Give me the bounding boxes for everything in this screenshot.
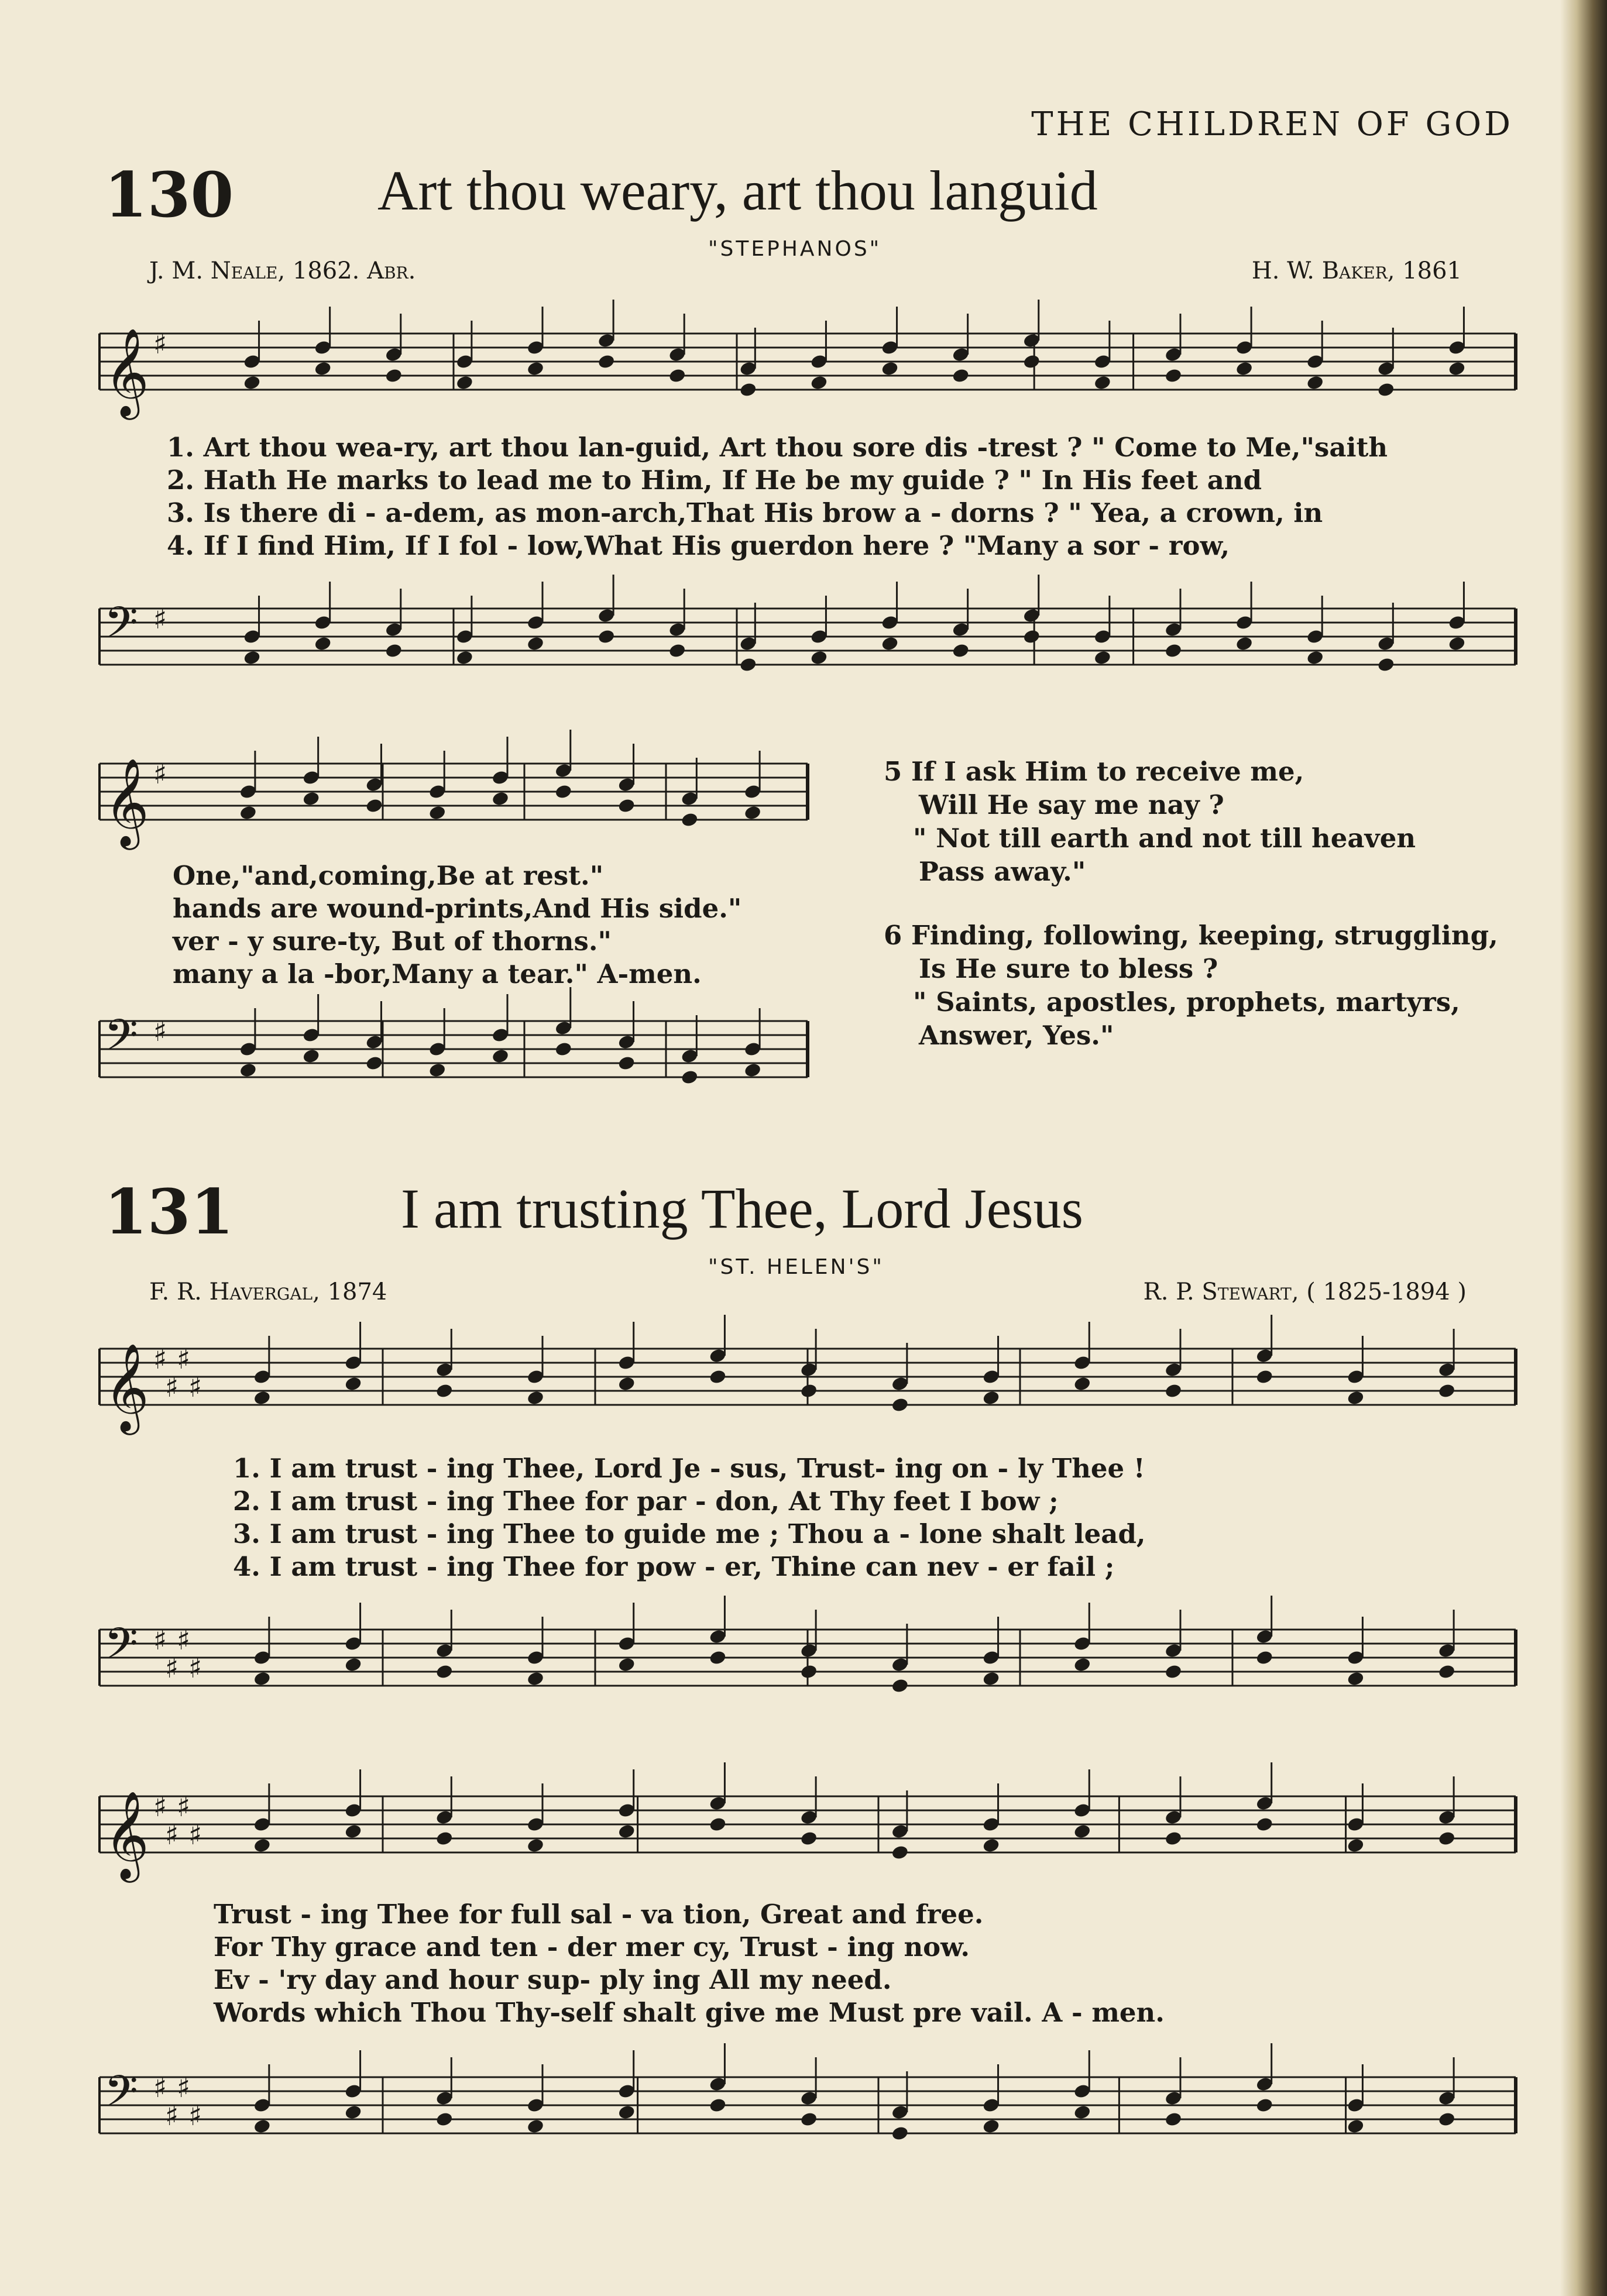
- stanza-6: 6 Finding, following, keeping, struggling, Is He sure to bless ? " Saints, apostles, prophets, martyrs, Answer, Yes.": [884, 920, 1498, 1051]
- note-head: [668, 367, 686, 384]
- verse-line: 2. I am trust - ing Thee for par - don, At Thy feet I bow ;: [233, 1486, 1059, 1517]
- note-head: [1235, 635, 1253, 652]
- hymn-title-131: I am trusting Thee, Lord Jesus: [401, 1177, 1084, 1240]
- note-head: [617, 1376, 636, 1392]
- author-credit-130: J. M. Neale, 1862. Abr.: [149, 257, 416, 284]
- note-head: [1347, 1671, 1365, 1687]
- note-head: [344, 1823, 362, 1840]
- note-head: [739, 381, 757, 398]
- note-head: [526, 1390, 544, 1406]
- note-head: [800, 1383, 818, 1399]
- note-head: [952, 642, 970, 659]
- note-head: [743, 1062, 761, 1078]
- note-head: [1255, 2097, 1273, 2113]
- note-head: [253, 2118, 271, 2135]
- author-credit-131: F. R. Havergal, 1874: [149, 1278, 387, 1305]
- note-head: [239, 1062, 257, 1078]
- note-head: [982, 1390, 1000, 1406]
- sharp-icon: ♯: [165, 1652, 179, 1685]
- section-header: THE CHILDREN OF GOD: [1031, 105, 1513, 143]
- sharp-icon: ♯: [153, 1343, 167, 1376]
- tune-name-130: "STEPHANOS": [708, 237, 882, 261]
- note-head: [526, 635, 544, 652]
- bass-staff-131-system2: [99, 2066, 1516, 2142]
- verse-line: 1. Art thou wea-ry, art thou lan-guid, Art thou sore dis -trest ? " Come to Me,"saith: [167, 432, 1388, 463]
- note-head: [1377, 381, 1395, 398]
- verse-line: Ev - 'ry day and hour sup- ply ing All my need.: [214, 1964, 892, 1995]
- note-head: [314, 635, 332, 652]
- verse-line: One,"and,coming,Be at rest.": [173, 860, 604, 891]
- note-head: [800, 1830, 818, 1847]
- note-head: [365, 1055, 383, 1071]
- note-head: [302, 1048, 320, 1064]
- note-head: [302, 790, 320, 807]
- note-head: [597, 628, 615, 645]
- sharp-icon: ♯: [153, 758, 167, 790]
- stanza-5: 5 If I ask Him to receive me, Will He say me nay ? " Not till earth and not till heaven Pass away.": [884, 756, 1416, 887]
- note-head: [668, 642, 686, 659]
- note-head: [810, 374, 828, 391]
- note-head: [982, 2118, 1000, 2135]
- sharp-icon: ♯: [153, 2071, 167, 2104]
- page-edge-shadow: [1560, 0, 1607, 2296]
- note-head: [491, 790, 509, 807]
- note-head: [881, 360, 899, 377]
- note-head: [617, 1823, 636, 1840]
- verse-line: Words which Thou Thy-self shalt give me Must pre vail. A - men.: [214, 1997, 1165, 2028]
- sharp-icon: ♯: [177, 2071, 191, 2104]
- note-head: [800, 2111, 818, 2127]
- note-head: [617, 1656, 636, 1673]
- hymn-number-131: 131: [104, 1175, 234, 1248]
- note-head: [1073, 2104, 1091, 2120]
- note-head: [617, 2104, 636, 2120]
- note-head: [1438, 1663, 1456, 1680]
- treble-staff-130-system2: [99, 757, 808, 846]
- verse-line: 3. I am trust - ing Thee to guide me ; Thou a - lone shalt lead,: [233, 1518, 1146, 1549]
- verse-line: Trust - ing Thee for full sal - va tion, Great and free.: [214, 1899, 984, 1930]
- tune-name-131: "ST. HELEN'S": [708, 1255, 884, 1279]
- composer-credit-131: R. P. Stewart, ( 1825-1894 ): [1143, 1278, 1467, 1305]
- note-head: [739, 657, 757, 673]
- sharp-icon: ♯: [153, 1624, 167, 1656]
- bass-clef-icon: 𝄢: [104, 1618, 138, 1680]
- note-head: [526, 360, 544, 377]
- note-head: [1448, 635, 1466, 652]
- note-head: [1164, 642, 1182, 659]
- sharp-icon: ♯: [188, 1819, 202, 1851]
- note-head: [243, 374, 261, 391]
- note-head: [1347, 2118, 1365, 2135]
- treble-staff-130-system1: [99, 327, 1516, 416]
- note-head: [709, 1369, 727, 1385]
- note-head: [491, 1048, 509, 1064]
- note-head: [891, 1844, 909, 1861]
- verse-line: 1. I am trust - ing Thee, Lord Je - sus, Trust- ing on - ly Thee !: [233, 1453, 1145, 1484]
- hymn-number-130: 130: [104, 158, 234, 231]
- note-head: [435, 1663, 454, 1680]
- note-head: [344, 1376, 362, 1392]
- note-head: [1164, 1383, 1182, 1399]
- note-head: [384, 642, 403, 659]
- note-head: [1347, 1390, 1365, 1406]
- note-head: [455, 374, 473, 391]
- note-head: [881, 635, 899, 652]
- note-head: [1306, 374, 1324, 391]
- note-head: [617, 1055, 636, 1071]
- note-head: [428, 805, 447, 821]
- note-head: [681, 812, 699, 828]
- note-head: [526, 2118, 544, 2135]
- note-head: [952, 367, 970, 384]
- note-head: [1235, 360, 1253, 377]
- treble-staff-131-system1: [99, 1342, 1516, 1431]
- note-head: [384, 367, 403, 384]
- bass-clef-icon: 𝄢: [104, 597, 138, 659]
- note-head: [365, 798, 383, 814]
- sharp-icon: ♯: [188, 1652, 202, 1685]
- note-head: [435, 1383, 454, 1399]
- note-head: [1438, 1383, 1456, 1399]
- treble-clef-icon: 𝄞: [104, 1790, 149, 1879]
- verse-line: For Thy grace and ten - der mer cy, Trust - ing now.: [214, 1931, 970, 1962]
- bass-staff-131-system1: [99, 1618, 1516, 1694]
- note-head: [1093, 374, 1111, 391]
- sharp-icon: ♯: [153, 1015, 167, 1048]
- note-head: [526, 1671, 544, 1687]
- treble-clef-icon: 𝄞: [104, 1342, 149, 1431]
- note-head: [681, 1069, 699, 1085]
- note-head: [1438, 2111, 1456, 2127]
- note-head: [1093, 649, 1111, 666]
- note-head: [982, 1837, 1000, 1854]
- bass-staff-130-system2: [99, 1010, 808, 1085]
- note-head: [709, 1649, 727, 1666]
- note-head: [800, 1663, 818, 1680]
- note-head: [435, 1830, 454, 1847]
- note-head: [1255, 1649, 1273, 1666]
- note-head: [435, 2111, 454, 2127]
- treble-clef-icon: 𝄞: [104, 757, 149, 846]
- sharp-icon: ♯: [153, 603, 167, 635]
- note-head: [709, 1816, 727, 1833]
- note-head: [1164, 1663, 1182, 1680]
- note-head: [1073, 1656, 1091, 1673]
- note-head: [428, 1062, 447, 1078]
- sharp-icon: ♯: [177, 1624, 191, 1656]
- sharp-icon: ♯: [153, 1790, 167, 1823]
- note-head: [243, 649, 261, 666]
- note-head: [314, 360, 332, 377]
- sharp-icon: ♯: [165, 2099, 179, 2132]
- note-head: [1073, 1823, 1091, 1840]
- bass-staff-130-system1: [99, 597, 1516, 673]
- note-head: [1448, 360, 1466, 377]
- note-head: [891, 1397, 909, 1413]
- note-head: [253, 1671, 271, 1687]
- sharp-icon: ♯: [177, 1790, 191, 1823]
- treble-staff-131-system2: [99, 1790, 1516, 1879]
- note-head: [1164, 1830, 1182, 1847]
- note-head: [1073, 1376, 1091, 1392]
- note-head: [1164, 367, 1182, 384]
- note-head: [1377, 657, 1395, 673]
- note-head: [1438, 1830, 1456, 1847]
- note-head: [554, 783, 572, 800]
- treble-clef-icon: 𝄞: [104, 327, 149, 416]
- note-head: [617, 798, 636, 814]
- note-head: [597, 353, 615, 370]
- verse-line: 3. Is there di - a-dem, as mon-arch,That His brow a - dorns ? " Yea, a crown, in: [167, 497, 1323, 528]
- note-head: [344, 2104, 362, 2120]
- bass-clef-icon: 𝄢: [104, 1010, 138, 1071]
- note-head: [239, 805, 257, 821]
- note-head: [1164, 2111, 1182, 2127]
- sharp-icon: ♯: [177, 1343, 191, 1376]
- note-head: [891, 2125, 909, 2142]
- note-head: [1255, 1369, 1273, 1385]
- verse-line: 4. If I find Him, If I fol - low,What His guerdon here ? "Many a sor - row,: [167, 530, 1230, 561]
- verse-line: 4. I am trust - ing Thee for pow - er, Thine can nev - er fail ;: [233, 1551, 1115, 1582]
- note-head: [526, 1837, 544, 1854]
- note-head: [891, 1678, 909, 1694]
- sharp-icon: ♯: [153, 328, 167, 360]
- note-head: [982, 1671, 1000, 1687]
- verse-line: hands are wound-prints,And His side.": [173, 893, 742, 924]
- sharp-icon: ♯: [188, 1371, 202, 1404]
- note-head: [344, 1656, 362, 1673]
- note-head: [1255, 1816, 1273, 1833]
- verse-line: many a la -bor,Many a tear." A-men.: [173, 958, 702, 989]
- sharp-icon: ♯: [188, 2099, 202, 2132]
- note-head: [743, 805, 761, 821]
- verse-line: 2. Hath He marks to lead me to Him, If He be my guide ? " In His feet and: [167, 465, 1262, 496]
- note-head: [1347, 1837, 1365, 1854]
- note-head: [1306, 649, 1324, 666]
- verse-line: ver - y sure-ty, But of thorns.": [173, 926, 612, 957]
- sharp-icon: ♯: [165, 1819, 179, 1851]
- sharp-icon: ♯: [165, 1371, 179, 1404]
- note-head: [253, 1837, 271, 1854]
- note-head: [1022, 628, 1041, 645]
- note-head: [554, 1041, 572, 1057]
- note-head: [810, 649, 828, 666]
- bass-clef-icon: 𝄢: [104, 2066, 138, 2127]
- note-head: [709, 2097, 727, 2113]
- composer-credit-130: H. W. Baker, 1861: [1251, 257, 1462, 284]
- hymn-title-130: Art thou weary, art thou languid: [377, 159, 1098, 222]
- note-head: [253, 1390, 271, 1406]
- note-head: [455, 649, 473, 666]
- note-head: [1022, 353, 1041, 370]
